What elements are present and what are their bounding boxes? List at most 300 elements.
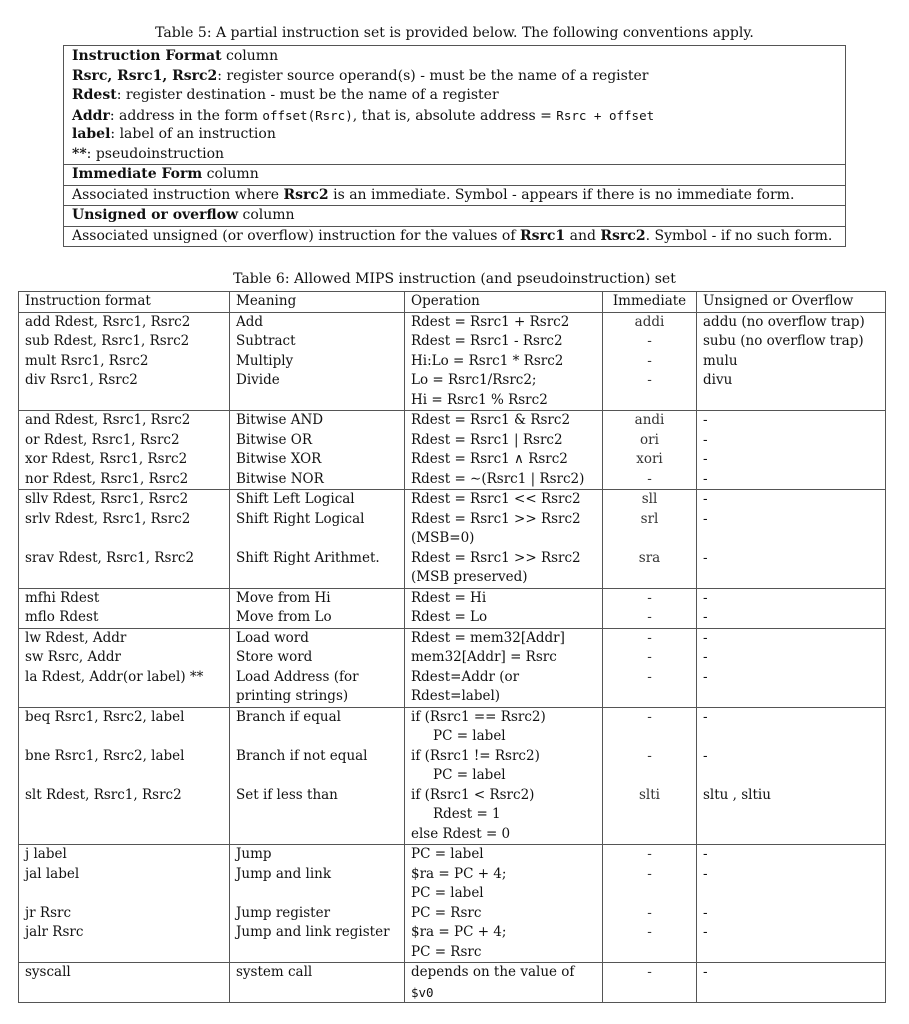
cell-immediate	[603, 707, 697, 747]
cell-line: PC = label	[433, 767, 506, 783]
cell-meaning	[230, 549, 405, 589]
cell-operation	[405, 845, 603, 865]
cell-line: srav Rdest, Rsrc1, Rsrc2	[25, 549, 195, 566]
cell-line: Bitwise AND	[236, 412, 324, 428]
cell-line: -	[703, 609, 708, 625]
cell-immediate	[603, 668, 697, 708]
header-operation: Operation	[405, 292, 603, 313]
table-row	[19, 668, 886, 708]
cell-line: PC = label	[433, 728, 506, 744]
cell-immediate	[603, 450, 697, 470]
cell-line: -	[647, 924, 652, 940]
cell-line: -	[703, 747, 708, 764]
cell-line: Hi:Lo = Rsrc1 * Rsrc2	[411, 352, 564, 369]
cell-line: Load Address (for	[236, 668, 359, 685]
cell-operation	[405, 608, 603, 628]
convention-line: Addr: address in the form offset(Rsrc), that is, absolute address = Rsrc + offset	[72, 107, 655, 124]
instruction-group	[19, 628, 886, 707]
header-instruction-format: Instruction format	[19, 292, 230, 313]
cell-instruction-format	[19, 747, 230, 786]
cell-unsigned-overflow	[697, 845, 886, 865]
cell-line: -	[703, 708, 708, 725]
cell-operation	[405, 490, 603, 510]
cell-instruction-format	[19, 588, 230, 608]
cell-line: -	[647, 372, 652, 388]
cell-line: srlv Rdest, Rsrc1, Rsrc2	[25, 510, 191, 527]
cell-unsigned-overflow	[697, 628, 886, 648]
cell-meaning	[230, 865, 405, 904]
table-row	[19, 470, 886, 490]
cell-meaning	[230, 332, 405, 352]
cell-immediate	[603, 786, 697, 845]
cell-line: -	[703, 510, 708, 527]
cell-immediate	[603, 904, 697, 924]
cell-line: andi	[634, 412, 665, 428]
cell-line: -	[703, 431, 708, 448]
cell-meaning	[230, 923, 405, 963]
cell-operation	[405, 648, 603, 668]
cell-operation	[405, 786, 603, 845]
cell-line: Subtract	[236, 333, 296, 349]
cell-instruction-format	[19, 904, 230, 924]
cell-line: Rdest = Rsrc1 | Rsrc2	[411, 431, 563, 448]
cell-line: Bitwise XOR	[236, 451, 322, 467]
cell-meaning	[230, 963, 405, 1003]
cell-line: Hi = Rsrc1 % Rsrc2	[411, 391, 548, 408]
cell-unsigned-overflow	[697, 312, 886, 332]
table-row	[19, 747, 886, 786]
cell-operation	[405, 747, 603, 786]
cell-line: -	[647, 668, 652, 685]
cell-meaning	[230, 352, 405, 372]
cell-operation	[405, 588, 603, 608]
cell-line: if (Rsrc1 < Rsrc2)	[411, 786, 535, 803]
convention-line: **: pseudoinstruction	[72, 145, 225, 162]
cell-unsigned-overflow	[697, 747, 886, 786]
cell-line: sltu , sltiu	[703, 786, 771, 803]
cell-immediate	[603, 312, 697, 332]
cell-line: Rdest = Rsrc1 << Rsrc2	[411, 491, 581, 507]
cell-unsigned-overflow	[697, 490, 886, 510]
cell-line: $ra = PC + 4;	[411, 865, 507, 882]
cell-instruction-format	[19, 490, 230, 510]
cell-operation	[405, 470, 603, 490]
cell-immediate	[603, 923, 697, 963]
cell-instruction-format	[19, 352, 230, 372]
cell-line: Bitwise NOR	[236, 470, 324, 487]
cell-line: or Rdest, Rsrc1, Rsrc2	[25, 431, 180, 448]
cell-line: $ra = PC + 4;	[411, 924, 507, 940]
cell-line: -	[647, 470, 652, 487]
cell-unsigned-overflow	[697, 923, 886, 963]
cell-line: slti	[639, 786, 660, 803]
cell-line: -	[703, 549, 708, 566]
cell-line: PC = Rsrc	[411, 904, 482, 921]
cell-line: Set if less than	[236, 786, 338, 803]
cell-operation	[405, 431, 603, 451]
convention-line: Unsigned or overflow column	[64, 205, 845, 226]
cell-line: Move from Hi	[236, 589, 331, 606]
cell-line: PC = Rsrc	[411, 943, 482, 960]
cell-line: la Rdest, Addr(or label) **	[25, 668, 204, 685]
cell-line: addi	[634, 313, 665, 330]
cell-meaning	[230, 470, 405, 490]
cell-line: Rdest = Rsrc1 + Rsrc2	[411, 313, 570, 330]
cell-instruction-format	[19, 312, 230, 332]
cell-operation	[405, 628, 603, 648]
cell-operation	[405, 549, 603, 589]
cell-operation	[405, 450, 603, 470]
cell-unsigned-overflow	[697, 668, 886, 708]
cell-line: xor Rdest, Rsrc1, Rsrc2	[25, 451, 188, 467]
instruction-group	[19, 588, 886, 628]
table-row	[19, 904, 886, 924]
cell-unsigned-overflow	[697, 332, 886, 352]
table-row	[19, 923, 886, 963]
cell-line: mult Rsrc1, Rsrc2	[25, 352, 149, 369]
convention-line: label: label of an instruction	[72, 126, 276, 142]
cell-line: Jump register	[236, 904, 331, 921]
cell-instruction-format	[19, 510, 230, 549]
cell-line: Add	[236, 313, 264, 330]
cell-line: Shift Right Logical	[236, 510, 365, 527]
cell-line: Move from Lo	[236, 609, 332, 625]
cell-meaning	[230, 510, 405, 549]
cell-line: Rdest = 1	[433, 806, 501, 822]
cell-line: else Rdest = 0	[411, 825, 511, 842]
cell-immediate	[603, 963, 697, 1003]
cell-line: -	[703, 451, 708, 467]
cell-line: Rdest = Rsrc1 >> Rsrc2	[411, 549, 581, 566]
cell-line: jal label	[25, 865, 80, 882]
cell-meaning	[230, 608, 405, 628]
instruction-group	[19, 963, 886, 1003]
cell-line: -	[703, 924, 708, 940]
cell-immediate	[603, 628, 697, 648]
table-row	[19, 707, 886, 747]
cell-line: subu (no overflow trap)	[703, 333, 864, 349]
cell-line: -	[647, 865, 652, 882]
cell-immediate	[603, 411, 697, 431]
cell-meaning	[230, 904, 405, 924]
cell-line: -	[703, 668, 708, 685]
cell-line: (MSB=0)	[411, 530, 475, 546]
table-row	[19, 371, 886, 411]
cell-line: -	[703, 846, 708, 862]
cell-meaning	[230, 490, 405, 510]
cell-line: -	[703, 470, 708, 487]
cell-operation	[405, 707, 603, 747]
cell-immediate	[603, 352, 697, 372]
cell-line: add Rdest, Rsrc1, Rsrc2	[25, 313, 191, 330]
cell-line: Rdest = Lo	[411, 609, 488, 625]
cell-immediate	[603, 490, 697, 510]
cell-line: -	[647, 904, 652, 921]
cell-line: printing strings)	[236, 688, 349, 704]
cell-line: jalr Rsrc	[25, 924, 84, 940]
cell-line: -	[647, 649, 652, 665]
cell-meaning	[230, 431, 405, 451]
cell-line: nor Rdest, Rsrc1, Rsrc2	[25, 470, 189, 487]
cell-line: div Rsrc1, Rsrc2	[25, 372, 138, 388]
cell-line: sub Rdest, Rsrc1, Rsrc2	[25, 333, 190, 349]
table-row	[19, 628, 886, 648]
table-row	[19, 411, 886, 431]
cell-instruction-format	[19, 549, 230, 589]
cell-immediate	[603, 648, 697, 668]
cell-line: jr Rsrc	[25, 904, 72, 921]
cell-immediate	[603, 588, 697, 608]
table-row	[19, 608, 886, 628]
cell-instruction-format	[19, 963, 230, 1003]
table-row	[19, 845, 886, 865]
cell-line: PC = label	[411, 885, 484, 901]
cell-line: sllv Rdest, Rsrc1, Rsrc2	[25, 491, 189, 507]
cell-line: Branch if equal	[236, 708, 341, 725]
cell-line: Jump and link register	[236, 924, 390, 940]
table-row	[19, 450, 886, 470]
cell-instruction-format	[19, 923, 230, 963]
cell-immediate	[603, 549, 697, 589]
cell-unsigned-overflow	[697, 904, 886, 924]
cell-line: -	[647, 333, 652, 349]
cell-line: Multiply	[236, 352, 294, 369]
cell-unsigned-overflow	[697, 588, 886, 608]
cell-line: Rdest = ∼(Rsrc1 | Rsrc2)	[411, 470, 585, 487]
cell-unsigned-overflow	[697, 963, 886, 1003]
table-row	[19, 490, 886, 510]
cell-immediate	[603, 865, 697, 904]
cell-line: -	[703, 589, 708, 606]
cell-line: $v0	[411, 984, 434, 1000]
cell-instruction-format	[19, 845, 230, 865]
cell-line: Load word	[236, 629, 309, 646]
table-row	[19, 588, 886, 608]
cell-operation	[405, 411, 603, 431]
table-row	[19, 312, 886, 332]
table-row	[19, 549, 886, 589]
cell-unsigned-overflow	[697, 371, 886, 411]
cell-line: bne Rsrc1, Rsrc2, label	[25, 747, 185, 764]
cell-meaning	[230, 786, 405, 845]
convention-line: Associated unsigned (or overflow) instruction for the values of Rsrc1 and Rsrc2. Symbol - if no such form.	[64, 226, 845, 247]
cell-meaning	[230, 668, 405, 708]
cell-instruction-format	[19, 411, 230, 431]
cell-unsigned-overflow	[697, 411, 886, 431]
cell-meaning	[230, 747, 405, 786]
convention-line: Immediate Form column	[64, 164, 845, 185]
cell-line: -	[647, 629, 652, 646]
cell-instruction-format	[19, 470, 230, 490]
cell-meaning	[230, 411, 405, 431]
cell-line: Shift Right Arithmet.	[236, 549, 380, 566]
cell-immediate	[603, 470, 697, 490]
table6-caption: Table 6: Allowed MIPS instruction (and pseudoinstruction) set	[233, 271, 676, 287]
cell-line: Rdest = Rsrc1 >> Rsrc2	[411, 510, 581, 527]
cell-line: lw Rdest, Addr	[25, 629, 127, 646]
cell-meaning	[230, 707, 405, 747]
cell-instruction-format	[19, 865, 230, 904]
cell-line: Divide	[236, 372, 280, 388]
header-unsigned-overflow: Unsigned or Overflow	[697, 292, 886, 313]
table-row	[19, 352, 886, 372]
cell-line: Jump	[236, 846, 272, 862]
instruction-group	[19, 312, 886, 411]
convention-line: Rdest: register destination - must be the name of a register	[72, 87, 499, 103]
cell-instruction-format	[19, 450, 230, 470]
cell-operation	[405, 668, 603, 708]
cell-instruction-format	[19, 628, 230, 648]
cell-meaning	[230, 588, 405, 608]
cell-line: j label	[25, 846, 67, 862]
cell-operation	[405, 510, 603, 549]
cell-unsigned-overflow	[697, 431, 886, 451]
cell-line: depends on the value of	[411, 964, 575, 980]
cell-line: (MSB preserved)	[411, 569, 528, 585]
cell-line: Rdest=Addr (or	[411, 668, 520, 685]
cell-line: -	[647, 589, 652, 606]
cell-line: beq Rsrc1, Rsrc2, label	[25, 708, 185, 725]
table-row	[19, 431, 886, 451]
header-meaning: Meaning	[230, 292, 405, 313]
cell-line: xori	[636, 451, 663, 467]
cell-line: -	[647, 708, 652, 725]
cell-line: slt Rdest, Rsrc1, Rsrc2	[25, 786, 182, 803]
cell-operation	[405, 865, 603, 904]
cell-line: -	[703, 964, 708, 980]
cell-line: -	[647, 747, 652, 764]
cell-unsigned-overflow	[697, 450, 886, 470]
table-row	[19, 786, 886, 845]
cell-line: -	[703, 629, 708, 646]
cell-line: -	[703, 412, 708, 428]
cell-immediate	[603, 510, 697, 549]
cell-line: -	[703, 904, 708, 921]
header-immediate: Immediate	[603, 292, 697, 313]
cell-line: PC = label	[411, 846, 484, 862]
cell-operation	[405, 904, 603, 924]
cell-immediate	[603, 332, 697, 352]
cell-operation	[405, 963, 603, 1003]
convention-line: Associated instruction where Rsrc2 is an immediate. Symbol - appears if there is no immediate form.	[64, 185, 845, 206]
cell-unsigned-overflow	[697, 549, 886, 589]
convention-line: Rsrc, Rsrc1, Rsrc2: register source operand(s) - must be the name of a register	[72, 67, 649, 84]
cell-line: if (Rsrc1 != Rsrc2)	[411, 747, 540, 764]
cell-line: Rdest = Rsrc1 - Rsrc2	[411, 333, 563, 349]
cell-unsigned-overflow	[697, 648, 886, 668]
cell-meaning	[230, 450, 405, 470]
cell-unsigned-overflow	[697, 786, 886, 845]
cell-line: -	[703, 491, 708, 507]
cell-unsigned-overflow	[697, 608, 886, 628]
cell-line: sw Rsrc, Addr	[25, 649, 121, 665]
cell-line: addu (no overflow trap)	[703, 313, 865, 330]
cell-unsigned-overflow	[697, 510, 886, 549]
instruction-group	[19, 845, 886, 963]
cell-instruction-format	[19, 648, 230, 668]
instruction-group	[19, 411, 886, 490]
cell-line: syscall	[25, 964, 71, 980]
cell-line: ori	[640, 431, 659, 448]
table5-caption: Table 5: A partial instruction set is provided below. The following conventions apply.	[155, 25, 754, 41]
cell-line: system call	[236, 964, 313, 980]
cell-line: Lo = Rsrc1/Rsrc2;	[411, 372, 537, 388]
cell-line: mflo Rdest	[25, 609, 99, 625]
cell-operation	[405, 923, 603, 963]
cell-instruction-format	[19, 668, 230, 708]
cell-line: sll	[641, 491, 658, 507]
cell-line: srl	[640, 510, 659, 527]
cell-line: Jump and link	[236, 865, 332, 882]
instruction-group	[19, 490, 886, 589]
cell-meaning	[230, 371, 405, 411]
cell-meaning	[230, 648, 405, 668]
cell-line: Rdest = Hi	[411, 589, 487, 606]
cell-immediate	[603, 431, 697, 451]
cell-instruction-format	[19, 707, 230, 747]
cell-line: divu	[703, 372, 733, 388]
cell-line: -	[647, 609, 652, 625]
cell-line: Shift Left Logical	[236, 491, 355, 507]
cell-unsigned-overflow	[697, 707, 886, 747]
cell-line: Branch if not equal	[236, 747, 368, 764]
cell-immediate	[603, 608, 697, 628]
table-row	[19, 510, 886, 549]
cell-line: Rdest = Rsrc1 ∧ Rsrc2	[411, 451, 568, 467]
cell-line: -	[703, 649, 708, 665]
cell-instruction-format	[19, 431, 230, 451]
cell-line: sra	[638, 549, 661, 566]
conventions-box	[63, 45, 846, 247]
cell-operation	[405, 332, 603, 352]
cell-line: Rdest = Rsrc1 & Rsrc2	[411, 412, 571, 428]
cell-line: Bitwise OR	[236, 431, 312, 448]
cell-line: and Rdest, Rsrc1, Rsrc2	[25, 412, 191, 428]
instruction-table	[18, 291, 886, 1003]
instruction-group	[19, 707, 886, 845]
cell-line: Store word	[236, 649, 313, 665]
cell-line: -	[703, 865, 708, 882]
cell-operation	[405, 312, 603, 332]
cell-line: -	[647, 846, 652, 862]
convention-line: Instruction Format column	[72, 48, 279, 64]
cell-immediate	[603, 747, 697, 786]
table-row	[19, 963, 886, 1003]
cell-line: Rdest = mem32[Addr]	[411, 629, 565, 646]
cell-operation	[405, 371, 603, 411]
cell-meaning	[230, 628, 405, 648]
cell-immediate	[603, 845, 697, 865]
cell-immediate	[603, 371, 697, 411]
cell-meaning	[230, 312, 405, 332]
table-row	[19, 332, 886, 352]
table-header-row	[19, 292, 886, 313]
cell-line: mfhi Rdest	[25, 589, 100, 606]
cell-instruction-format	[19, 332, 230, 352]
cell-operation	[405, 352, 603, 372]
cell-instruction-format	[19, 608, 230, 628]
table-row	[19, 648, 886, 668]
cell-instruction-format	[19, 786, 230, 845]
cell-unsigned-overflow	[697, 865, 886, 904]
table-row	[19, 865, 886, 904]
cell-unsigned-overflow	[697, 352, 886, 372]
cell-line: mem32[Addr] = Rsrc	[411, 649, 557, 665]
cell-instruction-format	[19, 371, 230, 411]
cell-line: if (Rsrc1 == Rsrc2)	[411, 708, 546, 725]
cell-unsigned-overflow	[697, 470, 886, 490]
cell-line: -	[647, 352, 652, 369]
